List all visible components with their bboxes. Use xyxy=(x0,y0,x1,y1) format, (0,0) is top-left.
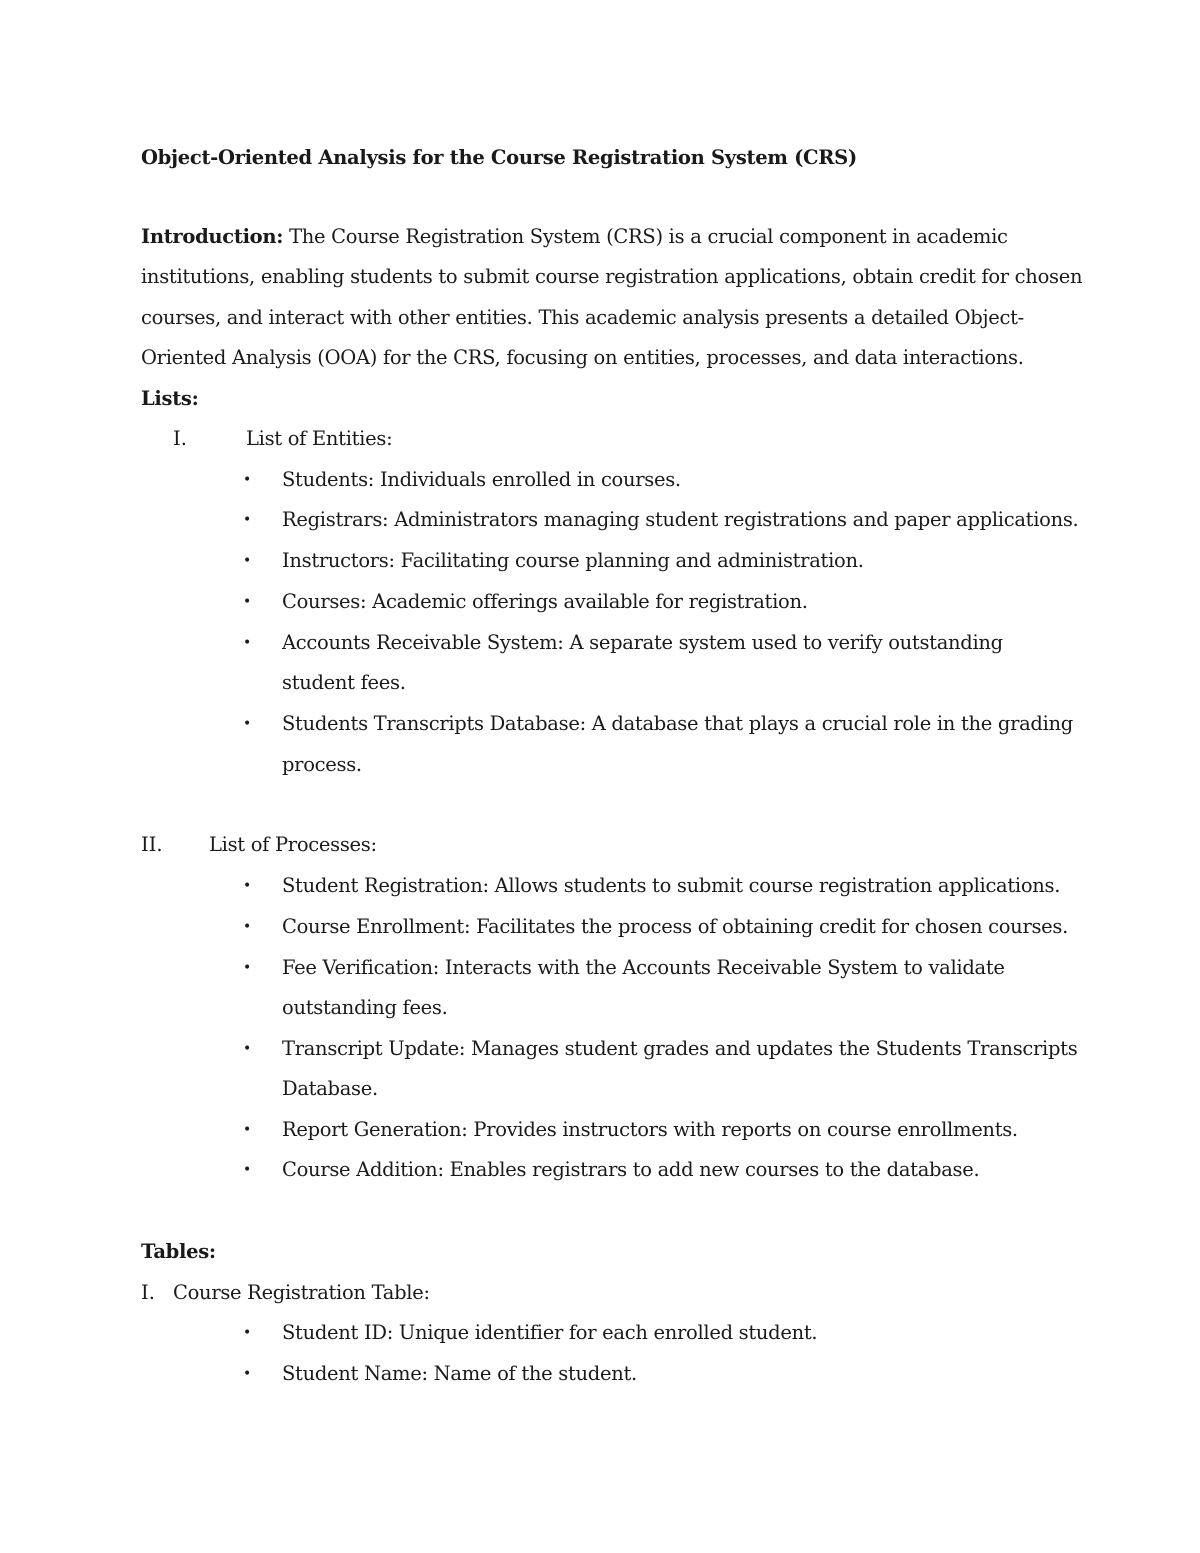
bullet-icon: • xyxy=(243,1366,252,1382)
list-item: Accounts Receivable System: A separate system used to verify outstanding xyxy=(282,631,1003,654)
intro-line-2: institutions, enabling students to submit course registration applications, obtain credit for chosen xyxy=(141,265,1083,288)
bullet-icon: • xyxy=(243,1325,252,1341)
list-item: Students: Individuals enrolled in courses. xyxy=(282,468,681,491)
list-item: Courses: Academic offerings available for registration. xyxy=(282,590,808,613)
bullet-icon: • xyxy=(243,1162,252,1178)
intro-line-4: Oriented Analysis (OOA) for the CRS, focusing on entities, processes, and data interactions. xyxy=(141,346,1024,369)
list-item-continuation: process. xyxy=(282,753,362,776)
list-item: Course Enrollment: Facilitates the process of obtaining credit for chosen courses. xyxy=(282,915,1069,938)
bullet-icon: • xyxy=(243,919,252,935)
list-item: Student Registration: Allows students to submit course registration applications. xyxy=(282,874,1061,897)
tables-heading: Tables: xyxy=(141,1240,216,1263)
entities-heading: List of Entities: xyxy=(246,427,393,450)
bullet-icon: • xyxy=(243,960,252,976)
bullet-icon: • xyxy=(243,878,252,894)
intro-line-1 xyxy=(141,217,1008,257)
list-item: Student Name: Name of the student. xyxy=(282,1362,637,1385)
intro-label: Introduction: xyxy=(141,225,284,248)
entities-numeral: I. xyxy=(173,427,187,450)
intro-text-1: The Course Registration System (CRS) is a crucial component in academic xyxy=(283,225,1008,248)
page-title: Object-Oriented Analysis for the Course Registration System (CRS) xyxy=(141,146,857,169)
processes-numeral: II. xyxy=(141,833,163,856)
processes-heading: List of Processes: xyxy=(209,833,377,856)
list-item: Course Addition: Enables registrars to add new courses to the database. xyxy=(282,1158,980,1181)
list-item: Report Generation: Provides instructors with reports on course enrollments. xyxy=(282,1118,1018,1141)
lists-heading: Lists: xyxy=(141,387,199,410)
list-item: Student ID: Unique identifier for each enrolled student. xyxy=(282,1321,818,1344)
list-item-continuation: Database. xyxy=(282,1077,378,1100)
list-item-continuation: student fees. xyxy=(282,671,406,694)
list-item: Fee Verification: Interacts with the Accounts Receivable System to validate xyxy=(282,956,1005,979)
bullet-icon: • xyxy=(243,512,252,528)
bullet-icon: • xyxy=(243,1122,252,1138)
bullet-icon: • xyxy=(243,635,252,651)
list-item-continuation: outstanding fees. xyxy=(282,996,448,1019)
bullet-icon: • xyxy=(243,1041,252,1057)
bullet-icon: • xyxy=(243,716,252,732)
list-item: Registrars: Administrators managing student registrations and paper applications. xyxy=(282,508,1079,531)
bullet-icon: • xyxy=(243,594,252,610)
bullet-icon: • xyxy=(243,553,252,569)
bullet-icon: • xyxy=(243,472,252,488)
intro-line-3: courses, and interact with other entities. This academic analysis presents a detailed Object- xyxy=(141,306,1024,329)
registration-table-numeral: I. xyxy=(141,1281,155,1304)
list-item: Instructors: Facilitating course planning and administration. xyxy=(282,549,864,572)
list-item: Students Transcripts Database: A database that plays a crucial role in the grading xyxy=(282,712,1073,735)
registration-table-heading: Course Registration Table: xyxy=(173,1281,430,1304)
list-item: Transcript Update: Manages student grades and updates the Students Transcripts xyxy=(282,1037,1078,1060)
